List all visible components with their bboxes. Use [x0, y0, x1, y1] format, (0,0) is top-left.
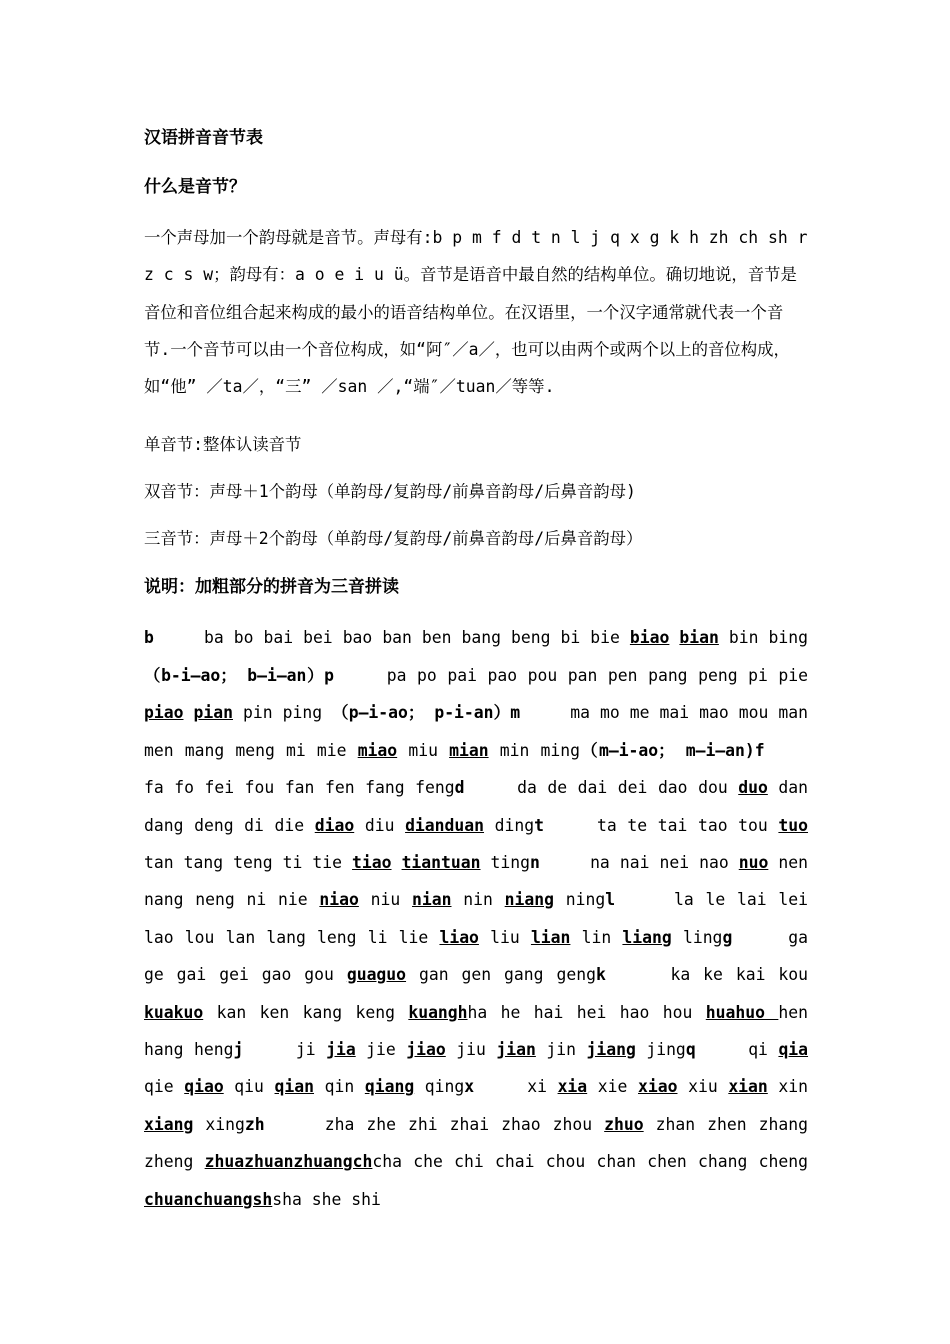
syllable-run: sha she shi — [272, 1189, 381, 1209]
syllable-run: fa fo fei fou fan fen fang feng — [144, 778, 455, 798]
syllable-run — [392, 853, 402, 872]
syllable-run: cha che chi chai chou chan chen chang cheng — [372, 1152, 808, 1172]
syllable-run: nin — [451, 890, 505, 910]
three-sound-syllable: tiantuan — [401, 852, 481, 872]
three-sound-syllable: xian — [728, 1077, 768, 1097]
initial-label: k — [595, 965, 606, 985]
syllable-run: qi — [748, 1039, 779, 1059]
syllable-run — [183, 703, 193, 722]
three-sound-syllable: zhuazhuanzhuangch — [204, 1152, 373, 1172]
syllable-run: dan dang deng di die — [144, 778, 808, 835]
initial-label: m — [510, 703, 521, 723]
syllable-run: pin ping — [233, 703, 333, 723]
three-sound-syllable: miao — [357, 740, 398, 760]
three-sound-syllable: niang — [504, 890, 554, 910]
syllable-run: ma mo me mai mao mou man men mang meng mi mie — [144, 703, 808, 760]
three-sound-syllable: bian — [679, 628, 719, 648]
syllable-run: gan gen gang geng — [406, 965, 596, 985]
initial-label: t — [534, 815, 544, 835]
syllable-run: xie — [587, 1077, 638, 1097]
syllable-run: liu — [478, 927, 531, 947]
syllable-breakdown: （p—i-ao； p-i-an） — [332, 703, 511, 723]
syllable-run — [669, 628, 679, 647]
three-sound-syllable: liao — [439, 927, 479, 947]
initial-label: g — [722, 927, 733, 947]
section-heading-what-is-syllable: 什么是音节？ — [144, 177, 246, 197]
syllable-run: tan tang teng ti tie — [144, 852, 353, 872]
three-sound-syllable: kuakuo — [144, 1002, 204, 1022]
three-sound-syllable: huahuo — [705, 1002, 779, 1022]
single-syllable-line: 单音节:整体认读音节 — [144, 435, 302, 455]
definition-paragraph: 一个声母加一个韵母就是音节。声母有:b p m f d t n l j q x g k h zh ch sh r z c s w；韵母有：a o e i u ü。音节是语音中最自然的结构单位。确切地说，音节是音位和音位组合起来构成的最小的语音结构单位。在汉语里，一个汉字通常就代表一个音节.一个音节可以由一个音位构成，如“阿″／a／，也可以由两个或两个以上的音位构成，如“他” ／ta／，“三” ／san ／,“端″／tuan／等等. — [144, 228, 808, 397]
three-sound-syllable: xiao — [638, 1077, 678, 1097]
initial-label: p — [324, 665, 335, 685]
syllable-run: ting — [480, 852, 531, 872]
syllable-run: ning — [554, 890, 606, 910]
initial-label: b — [144, 628, 154, 648]
three-sound-syllable: pian — [193, 703, 233, 723]
syllable-run: ji — [295, 1039, 327, 1059]
syllable-breakdown: （b-i—ao； b—i—an） — [144, 665, 325, 685]
syllable-run: qie — [144, 1077, 185, 1097]
three-sound-syllable: jian — [496, 1039, 536, 1059]
syllable-run: jing — [635, 1039, 686, 1059]
three-sound-syllable: zhuo — [604, 1114, 644, 1134]
three-sound-syllable: xiang — [144, 1114, 194, 1134]
syllable-run: la le lai lei lao lou lan lang leng li lie — [144, 890, 808, 947]
syllable-run: pa po pai pao pou pan pen pang peng pi pie — [386, 665, 808, 685]
three-sound-syllable: nuo — [738, 852, 769, 872]
syllable-run: ha he hai hei hao hou — [467, 1002, 706, 1022]
three-sound-syllable: qiao — [184, 1077, 224, 1097]
three-sound-syllable: duo — [738, 778, 768, 798]
three-sound-syllable: lian — [530, 927, 571, 947]
syllable-run: jin — [535, 1039, 587, 1059]
three-sound-syllable: jiao — [406, 1039, 446, 1059]
syllable-run: zha zhe zhi zhai zhao zhou — [324, 1114, 605, 1134]
syllable-run: xin — [767, 1077, 809, 1097]
initial-label: x — [464, 1077, 475, 1097]
syllable-run: ga ge gai gei gao gou — [144, 927, 809, 985]
three-sound-syllable: liang — [622, 927, 672, 947]
three-sound-syllable: chuanchuangsh — [144, 1189, 273, 1209]
three-sound-syllable: mian — [449, 740, 489, 760]
syllable-run: qin — [314, 1077, 365, 1097]
syllable-breakdown: （m—i-ao； m—i—an) — [579, 740, 755, 760]
note-line: 说明：加粗部分的拼音为三音拼读 — [144, 577, 399, 598]
three-sound-syllable: tuo — [778, 815, 809, 835]
syllable-run: nen nang neng ni nie — [144, 852, 808, 910]
syllable-run: ba bo bai bei bao ban ben bang beng bi bie — [203, 628, 630, 648]
syllable-run: qiu — [223, 1077, 275, 1097]
three-sound-syllable: qia — [778, 1039, 809, 1059]
syllable-run: lin — [570, 927, 623, 947]
three-sound-syllable: diao — [314, 815, 355, 835]
syllable-run: na nai nei nao — [590, 852, 739, 872]
three-sound-syllable: dianduan — [405, 815, 485, 835]
syllable-run: diu — [354, 815, 406, 835]
initial-label: f — [754, 740, 765, 760]
syllable-run: bin bing — [718, 628, 808, 648]
syllable-run: da de dai dei dao dou — [517, 778, 739, 798]
syllable-run: hen hang heng — [144, 1002, 808, 1059]
document-content — [144, 118, 808, 1218]
syllable-table-paragraph — [144, 619, 808, 1218]
initial-label: j — [233, 1039, 244, 1059]
initial-label: l — [605, 890, 616, 910]
three-sound-syllable: biao — [629, 628, 670, 648]
initial-label: q — [685, 1039, 696, 1059]
three-sound-syllable: niao — [319, 890, 359, 910]
syllable-run: ding — [484, 815, 535, 835]
document-title: 汉语拼音音节表 — [144, 128, 263, 148]
syllable-run: jie — [355, 1039, 407, 1059]
syllable-run: qing — [414, 1077, 465, 1097]
three-sound-syllable: jia — [326, 1039, 356, 1059]
three-sound-syllable: qiang — [364, 1077, 415, 1097]
three-sound-syllable: nian — [412, 890, 452, 910]
syllable-run: xiu — [677, 1077, 729, 1097]
three-sound-syllable: piao — [144, 703, 184, 723]
initial-label: d — [454, 778, 465, 798]
triple-syllable-line: 三音节：声母＋2个韵母（单韵母/复韵母/前鼻音韵母/后鼻音韵母） — [144, 529, 643, 549]
three-sound-syllable: tiao — [352, 852, 392, 872]
syllable-run: zhan zhen zhang zheng — [144, 1114, 809, 1172]
syllable-run: kan ken kang keng — [203, 1002, 409, 1022]
syllable-run: ka ke kai kou — [670, 965, 809, 985]
syllable-run: niu — [358, 890, 413, 910]
syllable-run: ta te tai tao tou — [597, 815, 779, 835]
syllable-run: ling — [671, 927, 723, 947]
syllable-run: min ming — [488, 740, 580, 760]
three-sound-syllable: kuangh — [408, 1002, 468, 1022]
syllable-run: jiu — [445, 1039, 497, 1059]
double-syllable-line: 双音节：声母＋1个韵母（单韵母/复韵母/前鼻音韵母/后鼻音韵母) — [144, 482, 636, 502]
three-sound-syllable: qian — [274, 1077, 315, 1097]
initial-label: n — [530, 852, 540, 872]
three-sound-syllable: guaguo — [346, 965, 407, 985]
syllable-run: xi — [527, 1077, 558, 1097]
three-sound-syllable: xia — [557, 1077, 588, 1097]
syllable-run: xing — [193, 1114, 245, 1134]
initial-label: zh — [244, 1114, 265, 1134]
three-sound-syllable: jiang — [586, 1039, 636, 1059]
syllable-run: miu — [397, 740, 450, 760]
